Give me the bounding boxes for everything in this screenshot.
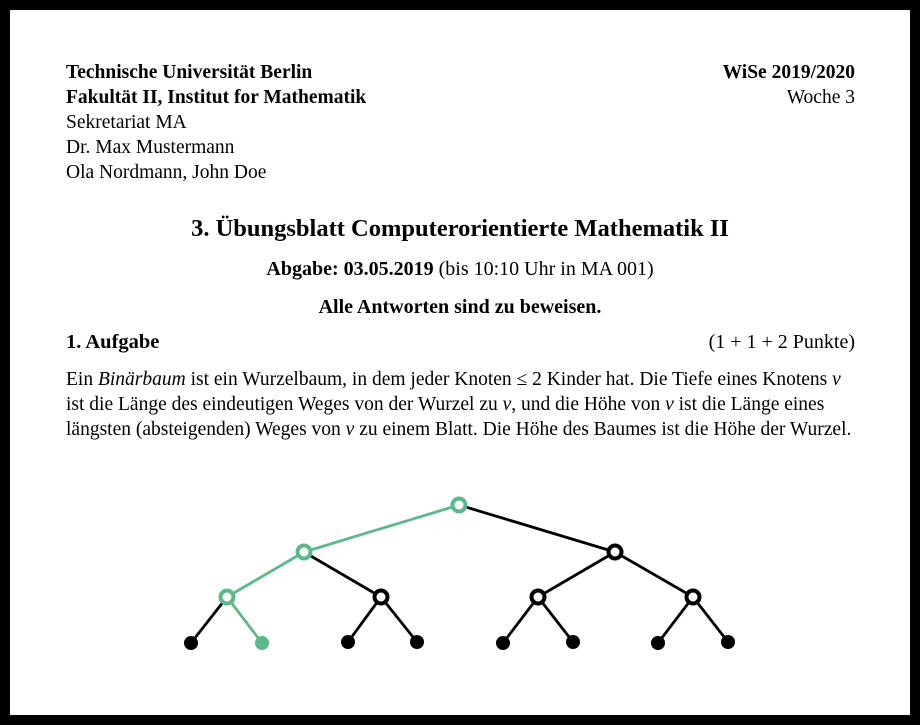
header-left-line-0: Technische Universität Berlin <box>66 62 313 83</box>
tree-edge-n-r-n-rl <box>538 552 615 597</box>
tree-edge-root-n-r <box>459 505 615 552</box>
tree-node-n-r <box>609 546 622 559</box>
tree-edge-n-ll-leaf-2 <box>227 597 262 643</box>
header-left-line-1: Fakultät II, Institut for Mathematik <box>66 87 367 108</box>
tree-node-n-rl <box>532 591 545 604</box>
tree-edge-n-ll-leaf-1 <box>191 597 227 643</box>
document-page <box>10 10 910 715</box>
binary-tree-svg <box>160 492 760 654</box>
tree-node-leaf-8 <box>721 635 735 649</box>
header-right-line-0: WiSe 2019/2020 <box>722 62 855 83</box>
tree-node-n-ll <box>221 591 234 604</box>
exercise-body: Ein Binärbaum ist ein Wurzelbaum, in dem jeder Knoten ≤ 2 Kinder hat. Die Tiefe eines Knotens v ist die Länge des eindeutigen Weges von der Wurzel zu v, und die Höhe von v ist die Länge eines längsten (absteigenden) Weges von v zu einem Blatt. Die Höhe des Baumes ist die Höhe der Wurzel. <box>66 369 852 440</box>
tree-node-leaf-4 <box>410 635 424 649</box>
tree-edge-n-l-n-lr <box>304 552 381 597</box>
tree-node-n-rr <box>687 591 700 604</box>
header-left-line-3: Dr. Max Mustermann <box>66 137 235 158</box>
tree-node-leaf-3 <box>341 635 355 649</box>
exercise-heading: 1. Aufgabe <box>66 331 160 353</box>
header-left-line-4: Ola Nordmann, John Doe <box>66 162 267 183</box>
exercise-header-row <box>66 330 855 355</box>
tree-node-root <box>453 499 466 512</box>
tree-node-n-l <box>298 546 311 559</box>
header-right-line-1: Woche 3 <box>786 87 855 108</box>
tree-edge-n-lr-leaf-4 <box>381 597 417 642</box>
tree-edge-n-rl-leaf-6 <box>538 597 573 642</box>
tree-node-leaf-2 <box>255 636 269 650</box>
tree-node-n-lr <box>375 591 388 604</box>
tree-edge-n-l-n-ll <box>227 552 304 597</box>
tree-edge-n-rl-leaf-5 <box>503 597 538 643</box>
tree-node-leaf-1 <box>184 636 198 650</box>
document-header <box>66 60 855 185</box>
tree-edge-n-rr-leaf-8 <box>693 597 728 642</box>
header-left-line-2: Sekretariat MA <box>66 112 187 133</box>
exercise-points: (1 + 1 + 2 Punkte) <box>708 331 855 353</box>
header-right-block <box>723 60 855 110</box>
notice-line: Alle Antworten sind zu beweisen. <box>318 296 602 318</box>
tree-edge-n-r-n-rr <box>615 552 693 597</box>
tree-node-leaf-7 <box>651 636 665 650</box>
deadline-rest-text: (bis 10:10 Uhr in MA 001) <box>433 258 654 280</box>
tree-node-leaf-6 <box>566 635 580 649</box>
header-left-block <box>66 60 366 185</box>
tree-node-leaf-5 <box>496 636 510 650</box>
page-title: 3. Übungsblatt Computerorientierte Mathematik II <box>191 215 729 242</box>
tree-edge-n-rr-leaf-7 <box>658 597 693 643</box>
binary-tree-figure <box>160 492 760 654</box>
tree-edge-root-n-l <box>304 505 459 552</box>
deadline-bold-text: Abgabe: 03.05.2019 <box>266 258 434 280</box>
deadline-line <box>10 257 910 282</box>
